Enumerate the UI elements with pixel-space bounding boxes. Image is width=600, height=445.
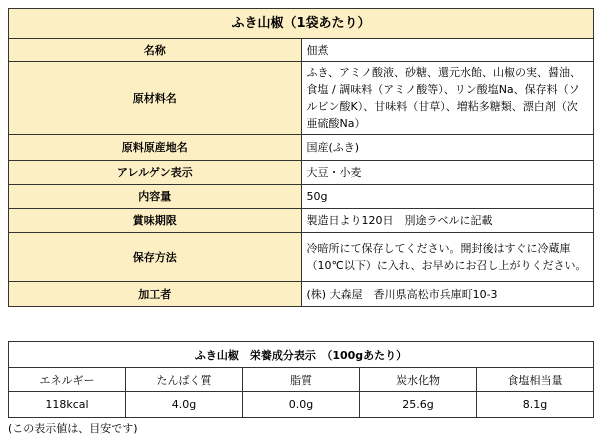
label-key: 加工者 (9, 282, 302, 307)
label-row-name (9, 39, 594, 62)
label-value: ふき、アミノ酸液、砂糖、還元水飴、山椒の実、醤油、食塩 / 調味料（アミノ酸等）、リン酸塩Na、保存料（ソルビン酸K）、甘味料（甘草）、増粘多糖類、漂白剤（次亜硫酸Na） (301, 62, 594, 135)
label-row-expiry (9, 209, 594, 233)
nutrition-table (8, 341, 594, 418)
label-row-storage (9, 233, 594, 282)
nutrition-title: ふき山椒 栄養成分表示 （100gあたり） (9, 342, 594, 368)
nutrition-header-carbs: 炭水化物 (360, 368, 477, 392)
nutrition-value-protein: 4.0g (126, 392, 243, 418)
label-value: 国産(ふき) (301, 135, 594, 161)
nutrition-value-carbs: 25.6g (360, 392, 477, 418)
label-row-processor (9, 282, 594, 307)
label-key: 賞味期限 (9, 209, 302, 233)
label-row-origin (9, 135, 594, 161)
nutrition-header-fat: 脂質 (243, 368, 360, 392)
nutrition-value-fat: 0.0g (243, 392, 360, 418)
product-label-table (8, 8, 594, 307)
label-title: ふき山椒（1袋あたり） (9, 9, 594, 39)
nutrition-header-energy: エネルギー (9, 368, 126, 392)
label-key: 原料原産地名 (9, 135, 302, 161)
label-key: 内容量 (9, 185, 302, 209)
label-key: アレルゲン表示 (9, 161, 302, 185)
nutrition-header-protein: たんぱく質 (126, 368, 243, 392)
label-key: 保存方法 (9, 233, 302, 282)
label-value: 大豆・小麦 (301, 161, 594, 185)
nutrition-value-salt: 8.1g (477, 392, 594, 418)
nutrition-header-salt: 食塩相当量 (477, 368, 594, 392)
label-row-allergen (9, 161, 594, 185)
nutrition-value-row (9, 392, 594, 418)
label-key: 原材料名 (9, 62, 302, 135)
nutrition-value-energy: 118kcal (9, 392, 126, 418)
label-value: (株) 大森屋 香川県高松市兵庫町10-3 (301, 282, 594, 307)
label-key: 名称 (9, 39, 302, 62)
label-value: 製造日より120日 別途ラベルに記載 (301, 209, 594, 233)
label-row-ingredients (9, 62, 594, 135)
nutrition-header-row (9, 368, 594, 392)
footnote: (この表示値は、目安です) (8, 422, 138, 435)
label-row-content (9, 185, 594, 209)
label-value: 冷暗所にて保存してください。開封後はすぐに冷蔵庫（10℃以下）に入れ、お早めにお召し上がりください。 (301, 233, 594, 282)
label-value: 佃煮 (301, 39, 594, 62)
label-value: 50g (301, 185, 594, 209)
